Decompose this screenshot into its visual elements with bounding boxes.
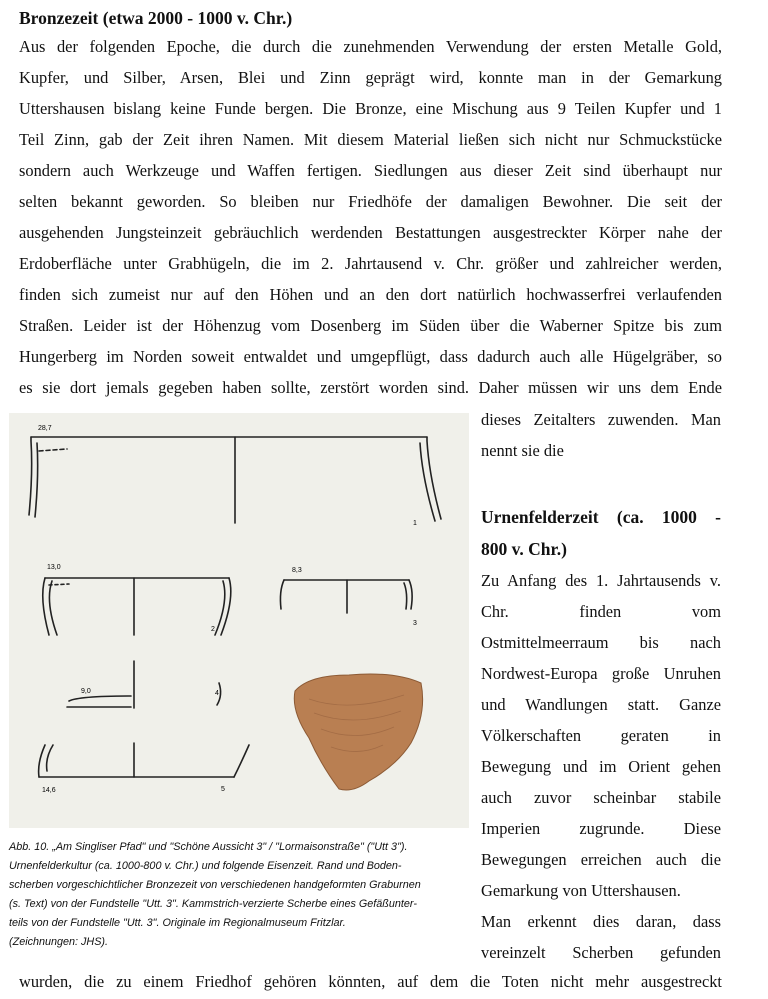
paragraph-line: Straßen. Leider ist der Höhenzug vom Dosenberg im Süden über die Waberner Spitze bis zum xyxy=(19,316,722,335)
section-heading-bronzezeit: Bronzezeit (etwa 2000 - 1000 v. Chr.) xyxy=(19,8,293,28)
figure-measure: 14,6 xyxy=(42,787,56,794)
figure-number: 5 xyxy=(221,786,225,793)
paragraph-line: Aus der folgenden Epoche, die durch die zunehmenden Verwendung der ersten Metalle Gold, xyxy=(19,37,722,56)
section-heading-urnenfelderzeit: 800 v. Chr.) xyxy=(481,539,567,559)
figure-measure: 13,0 xyxy=(47,564,61,571)
figure-measure: 28,7 xyxy=(38,425,52,432)
figure-caption-line: (s. Text) von der Fundstelle "Utt. 3". Kammstrich-verzierte Scherbe eines Gefäßunter- xyxy=(9,898,417,910)
right-column-line: Ostmittelmeerraum bis nach xyxy=(481,633,721,652)
right-column-line: Zu Anfang des 1. Jahrtausends v. xyxy=(481,571,721,590)
figure-number: 1 xyxy=(413,520,417,527)
right-column-line: dieses Zeitalters zuwenden. Man xyxy=(481,410,721,429)
figure-measure: 9,0 xyxy=(81,688,91,695)
paragraph-line: selten bekannt geworden. So bleiben nur Friedhöfe der damaligen Bewohner. Die seit der xyxy=(19,192,722,211)
right-column-line: Man erkennt dies daran, dass xyxy=(481,912,721,931)
right-column-line: auch zuvor scheinbar stabile xyxy=(481,788,721,807)
vessel-drawing-1 xyxy=(29,437,441,523)
paragraph-line: es sie dort jemals gegeben haben sollte, zerstört worden sind. Daher müssen wir uns dem Ende xyxy=(19,378,722,397)
right-column-line: und Wandlungen statt. Ganze xyxy=(481,695,721,714)
right-column-line: Bewegung und im Orient gehen xyxy=(481,757,721,776)
paragraph-line: sondern auch Werkzeuge und Waffen fertigen. Siedlungen aus dieser Zeit sind überhaupt nur xyxy=(19,161,722,180)
paragraph-line: wurden, die zu einem Friedhof gehören könnten, auf dem die Toten nicht mehr ausgestreckt xyxy=(19,972,722,991)
paragraph-line: Hungerberg im Norden soweit entwaldet und umgepflügt, dass dadurch auch alle Hügelgräber, so xyxy=(19,347,722,366)
figure-caption-line: (Zeichnungen: JHS). xyxy=(9,936,109,948)
paragraph-line: Uttershausen bislang keine Funde bergen. Die Bronze, eine Mischung aus 9 Teilen Kupfer und 1 xyxy=(19,99,722,118)
paragraph-line: Teil Zinn, gab der Zeit ihren Namen. Mit diesem Material ließen sich nicht nur Schmuckstücke xyxy=(19,130,722,149)
figure-caption-line: Urnenfelderkultur (ca. 1000-800 v. Chr.) und folgende Eisenzeit. Rand und Boden- xyxy=(9,860,402,872)
pottery-drawing-svg xyxy=(9,413,469,828)
figure-caption-line: Abb. 10. „Am Singliser Pfad" und "Schöne Aussicht 3" / "Lormaisonstraße" ("Utt 3"). xyxy=(9,841,408,853)
right-column-line: Nordwest-Europa große Unruhen xyxy=(481,664,721,683)
right-column-line: nennt sie die xyxy=(481,441,564,460)
vessel-drawing-2 xyxy=(43,578,231,635)
figure-caption-line: scherben vorgeschichtlicher Bronzezeit von verschiedenen handgeformten Graburnen xyxy=(9,879,421,891)
figure-caption-line: teils von der Fundstelle "Utt. 3". Originale im Regionalmuseum Fritzlar. xyxy=(9,917,346,929)
right-column-line: Chr. finden vom xyxy=(481,602,721,621)
right-column-line: Imperien zugrunde. Diese xyxy=(481,819,721,838)
paragraph-line: finden sich zumeist nur auf den Höhen und an den dort natürlich hochwasserfrei verlaufenden xyxy=(19,285,722,304)
figure-number: 2 xyxy=(211,626,215,633)
vessel-drawing-3 xyxy=(280,580,412,613)
right-column-line: Gemarkung von Uttershausen. xyxy=(481,881,681,900)
figure-number: 4 xyxy=(215,690,219,697)
vessel-drawing-4 xyxy=(67,661,221,708)
figure-measure: 8,3 xyxy=(292,567,302,574)
figure-pottery-drawings xyxy=(9,413,469,828)
right-column-line: vereinzelt Scherben gefunden xyxy=(481,943,721,962)
vessel-drawing-5 xyxy=(39,743,249,777)
sherd-photo xyxy=(294,674,422,790)
right-column-line: Bewegungen erreichen auch die xyxy=(481,850,721,869)
paragraph-line: ausgehenden Jungsteinzeit gebräuchlich werdenden Bestattungen ausgestreckter Körper nahe der xyxy=(19,223,722,242)
section-heading-urnenfelderzeit: Urnenfelderzeit (ca. 1000 - xyxy=(481,507,721,527)
paragraph-line: Erdoberfläche unter Grabhügeln, die im 2. Jahrtausend v. Chr. größer und zahlreicher werden, xyxy=(19,254,722,273)
right-column-line: Völkerschaften geraten in xyxy=(481,726,721,745)
figure-number: 3 xyxy=(413,620,417,627)
paragraph-line: Kupfer, und Silber, Arsen, Blei und Zinn geprägt wird, konnte man in der Gemarkung xyxy=(19,68,722,87)
